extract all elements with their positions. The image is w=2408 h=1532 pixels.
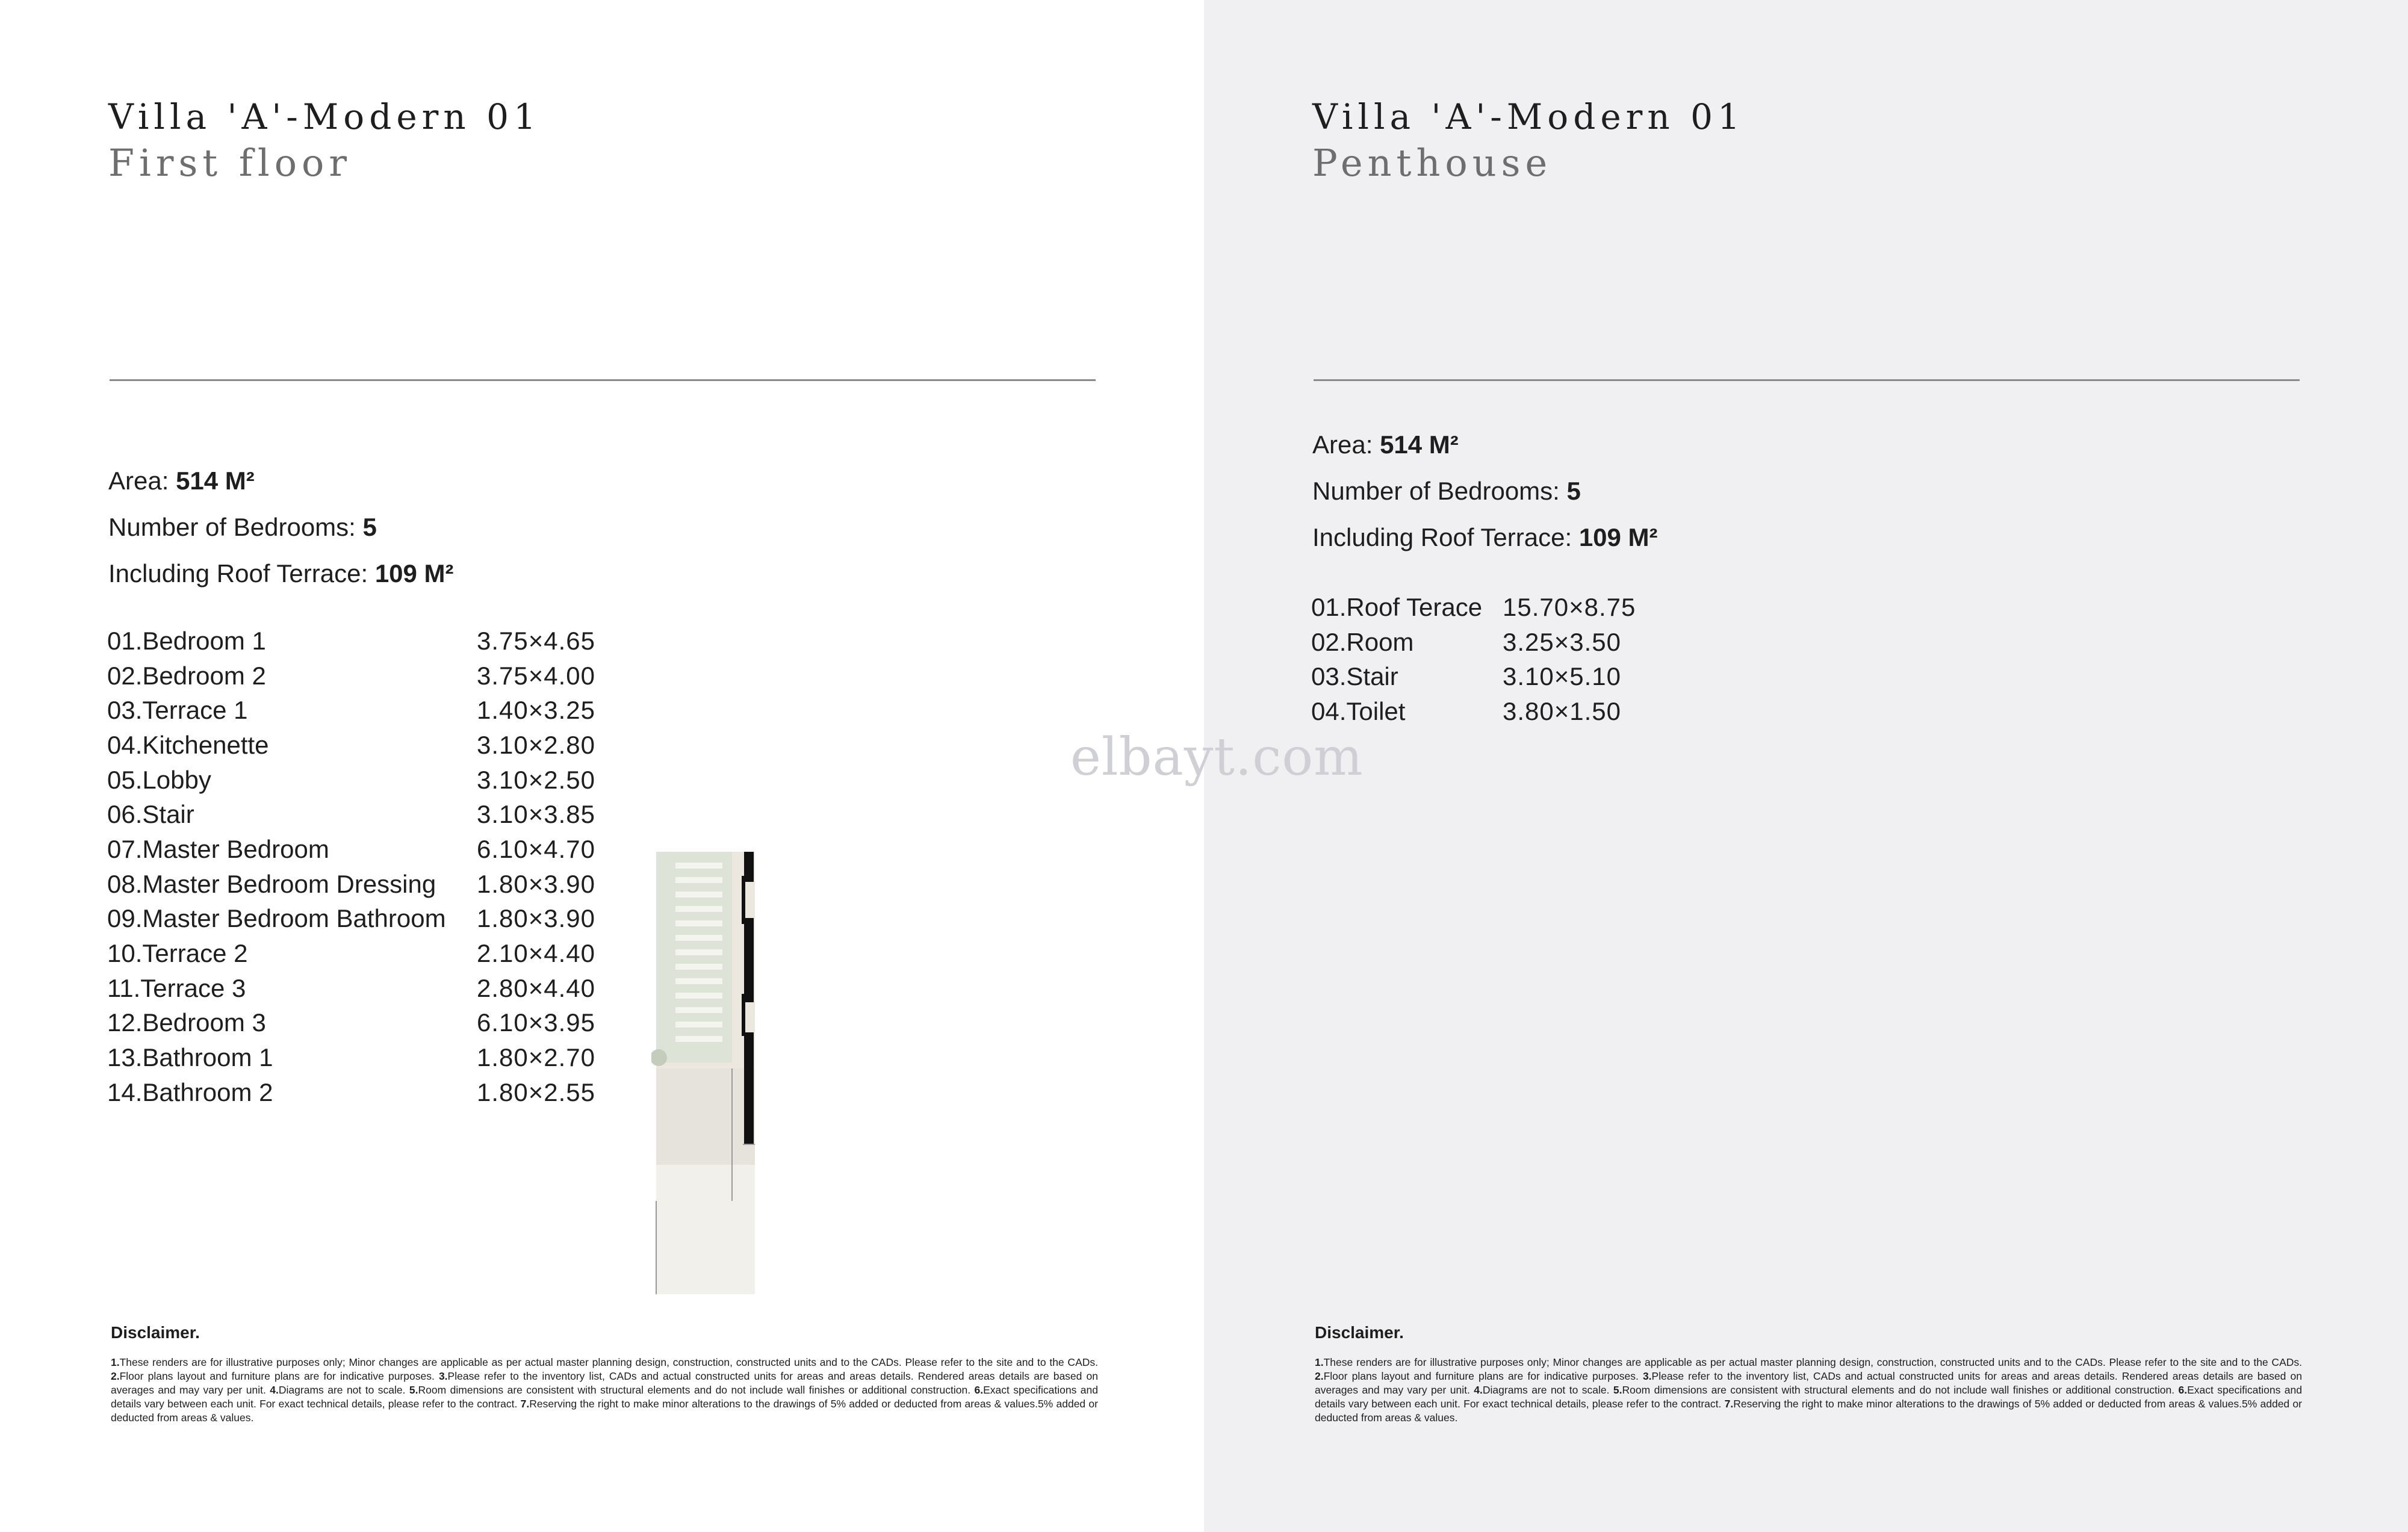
room-row <box>107 659 595 693</box>
disclaimer-item-text: Room dimensions are consistent with structural elements and do not include wall finishes or additional construction. <box>1622 1384 2179 1396</box>
unit-summary <box>1312 421 1658 560</box>
room-dimensions: 3.10×3.85 <box>477 800 596 829</box>
disclaimer-title: Disclaimer. <box>1315 1323 1404 1342</box>
room-dimensions: 3.10×2.50 <box>477 765 596 794</box>
room-dimensions: 3.25×3.50 <box>1503 627 1622 656</box>
room-name: 06.Stair <box>107 800 194 829</box>
disclaimer-text <box>1315 1356 2302 1425</box>
room-row <box>107 624 595 659</box>
disclaimer-item-number: 3. <box>438 1370 448 1382</box>
room-row <box>107 763 595 798</box>
roof-terrace-row <box>108 550 454 597</box>
room-dimensions: 2.10×4.40 <box>477 939 596 968</box>
disclaimer-item-text: These renders are for illustrative purposes only; Minor changes are applicable as per actual master planning design, construction, constructed units and to the CADs. Please refer to the site and to the CADs. <box>119 1356 1098 1368</box>
page-title: Villa 'A'-Modern 01 <box>1312 96 1745 137</box>
room-name: 13.Bathroom 1 <box>107 1043 273 1072</box>
room-row <box>107 1075 595 1110</box>
room-dimensions: 6.10×4.70 <box>477 834 596 863</box>
room-name: 10.Terrace 2 <box>107 939 248 968</box>
disclaimer-item-text: Diagrams are not to scale. <box>1482 1384 1613 1396</box>
disclaimer-item-number: 6. <box>974 1384 984 1396</box>
roof-terrace-label: Including Roof Terrace: <box>108 559 375 588</box>
room-name: 04.Toilet <box>1311 696 1406 725</box>
room-row <box>107 832 595 867</box>
plan-paving <box>656 1068 755 1165</box>
unit-summary <box>108 457 454 597</box>
room-dimensions: 3.75×4.65 <box>477 626 596 655</box>
disclaimer-item-number: 4. <box>1474 1384 1483 1396</box>
room-row <box>107 1040 595 1075</box>
room-row <box>107 797 595 832</box>
room-dimensions: 2.80×4.40 <box>477 973 596 1002</box>
room-schedule <box>107 624 595 1110</box>
disclaimer-item-text: Diagrams are not to scale. <box>278 1384 409 1396</box>
disclaimer-item-text: These renders are for illustrative purposes only; Minor changes are applicable as per actual master planning design, construction, constructed units and to the CADs. Please refer to the site and to the CADs. <box>1323 1356 2302 1368</box>
disclaimer-item-number: 3. <box>1642 1370 1652 1382</box>
room-dimensions: 3.10×5.10 <box>1503 662 1622 691</box>
room-row <box>107 693 595 728</box>
room-name: 05.Lobby <box>107 765 211 794</box>
room-dimensions: 1.80×3.90 <box>477 904 596 933</box>
disclaimer <box>1315 1323 2302 1425</box>
bedrooms-label: Number of Bedrooms: <box>108 513 363 541</box>
room-row <box>1311 659 1636 694</box>
area-row <box>1312 421 1658 468</box>
disclaimer-item-text: Floor plans layout and furniture plans are for indicative purposes. <box>119 1370 439 1382</box>
room-dimensions: 15.70×8.75 <box>1503 592 1636 621</box>
disclaimer-item-text: Floor plans layout and furniture plans are for indicative purposes. <box>1323 1370 1643 1382</box>
room-name: 01.Roof Terace <box>1311 592 1483 621</box>
room-name: 02.Bedroom 2 <box>107 661 266 690</box>
area-value: 514 M² <box>1380 430 1459 459</box>
disclaimer-item-number: 2. <box>111 1370 120 1382</box>
disclaimer-item-number: 6. <box>2178 1384 2188 1396</box>
disclaimer-title: Disclaimer. <box>111 1323 200 1342</box>
room-name: 12.Bedroom 3 <box>107 1008 266 1037</box>
room-row <box>107 936 595 971</box>
room-dimensions: 1.80×2.70 <box>477 1043 596 1072</box>
room-name: 03.Terrace 1 <box>107 696 248 725</box>
divider <box>1314 379 2300 381</box>
room-dimensions: 1.40×3.25 <box>477 696 596 725</box>
room-row <box>1311 590 1636 625</box>
room-name: 14.Bathroom 2 <box>107 1078 273 1106</box>
disclaimer-item-text: Reserving the right to make minor alterations to the drawings of 5% added or deducted from areas & values.5% added or deducted from areas & values. <box>1315 1398 2302 1424</box>
room-row <box>107 902 595 937</box>
disclaimer <box>111 1323 1098 1425</box>
bedrooms-row <box>1312 468 1658 514</box>
penthouse-page <box>1204 0 2408 1532</box>
roof-terrace-value: 109 M² <box>1578 523 1658 551</box>
room-dimensions: 1.80×2.55 <box>477 1078 596 1106</box>
room-row <box>107 867 595 902</box>
room-dimensions: 1.80×3.90 <box>477 869 596 898</box>
room-row <box>1311 694 1636 729</box>
room-name: 11.Terrace 3 <box>107 973 246 1002</box>
area-value: 514 M² <box>176 467 255 495</box>
room-row <box>107 971 595 1006</box>
room-dimensions: 3.80×1.50 <box>1503 696 1622 725</box>
area-label: Area: <box>1312 430 1380 459</box>
plan-lower-area <box>656 1165 755 1294</box>
bedrooms-label: Number of Bedrooms: <box>1312 477 1567 505</box>
floor-plan-fragment <box>651 852 755 1294</box>
room-dimensions: 3.10×2.80 <box>477 730 596 759</box>
room-name: 02.Room <box>1311 627 1414 656</box>
disclaimer-item-number: 4. <box>270 1384 279 1396</box>
bedrooms-value: 5 <box>362 513 377 541</box>
floor-subtitle: First floor <box>108 141 352 185</box>
room-row <box>107 728 595 763</box>
disclaimer-item-number: 7. <box>520 1398 530 1410</box>
room-dimensions: 3.75×4.00 <box>477 661 596 690</box>
disclaimer-item-number: 2. <box>1315 1370 1324 1382</box>
disclaimer-item-text: Please refer to the inventory list, CADs and actual constructed units for areas and areas details. Rendered areas details are based on averages and may vary per unit. <box>111 1370 1098 1396</box>
disclaimer-item-text: Room dimensions are consistent with structural elements and do not include wall finishes or additional construction. <box>418 1384 975 1396</box>
area-row <box>108 457 454 504</box>
room-name: 01.Bedroom 1 <box>107 626 266 655</box>
floor-subtitle: Penthouse <box>1312 141 1553 185</box>
disclaimer-item-number: 5. <box>1613 1384 1622 1396</box>
room-name: 04.Kitchenette <box>107 730 269 759</box>
bedrooms-value: 5 <box>1566 477 1581 505</box>
room-name: 07.Master Bedroom <box>107 834 329 863</box>
room-name: 09.Master Bedroom Bathroom <box>107 904 446 933</box>
room-name: 08.Master Bedroom Dressing <box>107 869 436 898</box>
disclaimer-item-number: 7. <box>1724 1398 1734 1410</box>
watermark: elbayt.com <box>1070 727 1364 787</box>
disclaimer-item-text: Please refer to the inventory list, CADs and actual constructed units for areas and areas details. Rendered areas details are based on averages and may vary per unit. <box>1315 1370 2302 1396</box>
disclaimer-item-number: 1. <box>1315 1356 1324 1368</box>
area-label: Area: <box>108 467 176 495</box>
room-name: 03.Stair <box>1311 662 1398 691</box>
roof-terrace-row <box>1312 514 1658 560</box>
roof-terrace-value: 109 M² <box>374 559 454 588</box>
room-row <box>1311 625 1636 660</box>
page-title: Villa 'A'-Modern 01 <box>108 96 541 137</box>
disclaimer-item-text: Exact specifications and details vary between each unit. For exact technical details, please refer to the contract. <box>111 1384 1098 1410</box>
disclaimer-item-number: 1. <box>111 1356 120 1368</box>
plan-garden <box>656 852 732 1062</box>
room-schedule <box>1311 590 1636 729</box>
divider <box>110 379 1096 381</box>
disclaimer-item-text: Reserving the right to make minor alterations to the drawings of 5% added or deducted from areas & values.5% added or deducted from areas & values. <box>111 1398 1098 1424</box>
room-row <box>107 1006 595 1041</box>
disclaimer-text <box>111 1356 1098 1425</box>
disclaimer-item-number: 5. <box>409 1384 418 1396</box>
disclaimer-item-text: Exact specifications and details vary between each unit. For exact technical details, please refer to the contract. <box>1315 1384 2302 1410</box>
room-dimensions: 6.10×3.95 <box>477 1008 596 1037</box>
bedrooms-row <box>108 504 454 550</box>
roof-terrace-label: Including Roof Terrace: <box>1312 523 1579 551</box>
